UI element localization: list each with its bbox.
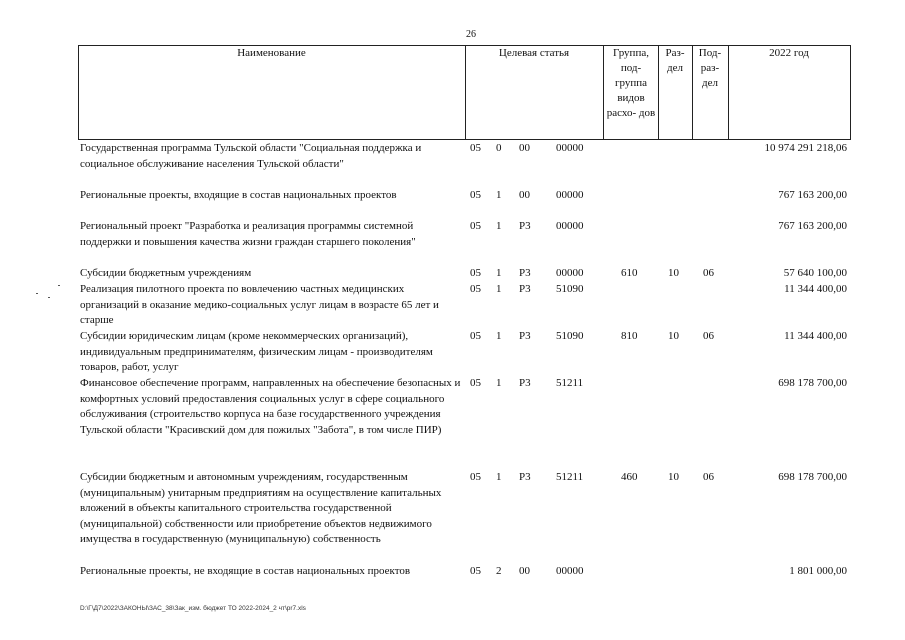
code-subprogram: 0: [496, 142, 502, 154]
code-program: 05: [470, 142, 481, 154]
code-subprogram: 1: [496, 189, 502, 201]
code-subprogram: 2: [496, 565, 502, 577]
code-program: 05: [470, 267, 481, 279]
code-direction: 51211: [556, 471, 584, 483]
row-name: Региональные проекты, входящие в состав национальных проектов: [80, 189, 397, 201]
file-path-footer: D:\Г\Д7\2022\ЗАКОНЫ\ЗАС_38\Зак_изм. бюджет ТО 2022-2024_2 чт\pr7.xls: [80, 605, 306, 612]
code-direction: 51090: [556, 283, 584, 295]
header-name: Наименование: [237, 47, 306, 59]
code-project: Р3: [519, 267, 531, 279]
code-project: Р3: [519, 283, 531, 295]
code-project: Р3: [519, 471, 531, 483]
header-group: Группа, под- группа видов расхо- дов: [606, 47, 656, 119]
code-program: 05: [470, 330, 481, 342]
code-subprogram: 1: [496, 267, 502, 279]
code-program: 05: [470, 565, 481, 577]
code-project: 00: [519, 565, 530, 577]
code-program: 05: [470, 220, 481, 232]
code-direction: 00000: [556, 565, 584, 577]
code-direction: 00000: [556, 220, 584, 232]
code-direction: 00000: [556, 189, 584, 201]
code-project: Р3: [519, 377, 531, 389]
col-border: [692, 45, 693, 140]
col-border: [850, 45, 851, 140]
scan-speck: [48, 297, 50, 298]
row-name: Реализация пилотного проекта по вовлечению частных медицинских организаций в оказание медико-социальных услуг лицам в возрасте 65 лет и старше: [80, 283, 439, 326]
page-number: 26: [466, 29, 476, 40]
code-subprogram: 1: [496, 377, 502, 389]
row-amount: 698 178 700,00: [778, 471, 847, 483]
row-amount: 698 178 700,00: [778, 377, 847, 389]
row-amount: 1 801 000,00: [789, 565, 847, 577]
row-amount: 11 344 400,00: [784, 283, 847, 295]
scan-speck: [36, 293, 38, 294]
row-amount: 57 640 100,00: [783, 267, 847, 279]
code-subprogram: 1: [496, 330, 502, 342]
header-bottom-border: [78, 139, 850, 140]
code-program: 05: [470, 471, 481, 483]
code-group: 610: [621, 267, 638, 279]
code-program: 05: [470, 283, 481, 295]
code-direction: 51090: [556, 330, 584, 342]
code-subprogram: 1: [496, 471, 502, 483]
code-section: 10: [668, 330, 679, 342]
row-amount: 767 163 200,00: [778, 189, 847, 201]
code-direction: 00000: [556, 267, 584, 279]
code-group: 460: [621, 471, 638, 483]
header-subsection: Под- раз- дел: [698, 47, 722, 89]
code-program: 05: [470, 377, 481, 389]
header-year: 2022 год: [769, 47, 809, 59]
col-border: [658, 45, 659, 140]
code-subprogram: 1: [496, 283, 502, 295]
row-name: Субсидии бюджетным и автономным учреждениям, государственным (муниципальным) унитарным предприятиям на осуществление капитальных вложений в объекты капитального строительства государственной (муниципальной) собственности или приобретение объектов недвижимого имущества в государственную (муниципальную) собственность: [80, 471, 442, 545]
row-name: Государственная программа Тульской области "Социальная поддержка и социальное обслуживание населения Тульской области": [80, 142, 422, 170]
scan-speck: [58, 285, 60, 286]
code-subsection: 06: [703, 267, 714, 279]
code-direction: 51211: [556, 377, 584, 389]
row-amount: 11 344 400,00: [784, 330, 847, 342]
row-name: Субсидии бюджетным учреждениям: [80, 267, 252, 279]
code-subsection: 06: [703, 471, 714, 483]
code-section: 10: [668, 471, 679, 483]
row-name: Региональный проект "Разработка и реализация программы системной поддержки и повышения качества жизни граждан старшего поколения": [80, 220, 416, 248]
code-section: 10: [668, 267, 679, 279]
row-amount: 10 974 291 218,06: [764, 142, 847, 154]
code-direction: 00000: [556, 142, 584, 154]
header-target: Целевая статья: [498, 47, 570, 59]
col-border: [603, 45, 604, 140]
code-program: 05: [470, 189, 481, 201]
code-project: Р3: [519, 220, 531, 232]
code-project: Р3: [519, 330, 531, 342]
row-name: Субсидии юридическим лицам (кроме некоммерческих организаций), индивидуальным предпринимателям, физическим лицам - производителям товаров, работ, услуг: [80, 330, 433, 373]
code-subprogram: 1: [496, 220, 502, 232]
row-name: Региональные проекты, не входящие в состав национальных проектов: [80, 565, 411, 577]
row-amount: 767 163 200,00: [778, 220, 847, 232]
header-section: Раз- дел: [665, 47, 685, 74]
code-project: 00: [519, 189, 530, 201]
code-subsection: 06: [703, 330, 714, 342]
code-project: 00: [519, 142, 530, 154]
code-group: 810: [621, 330, 638, 342]
row-name: Финансовое обеспечение программ, направленных на обеспечение безопасных и комфортных условий предоставления социальных услуг в сфере социального обслуживания (строительство корпуса на базе государственного учреждения Тульской области "Красивский дом для пожилых "Забота", в том числе ПИР): [80, 377, 461, 436]
